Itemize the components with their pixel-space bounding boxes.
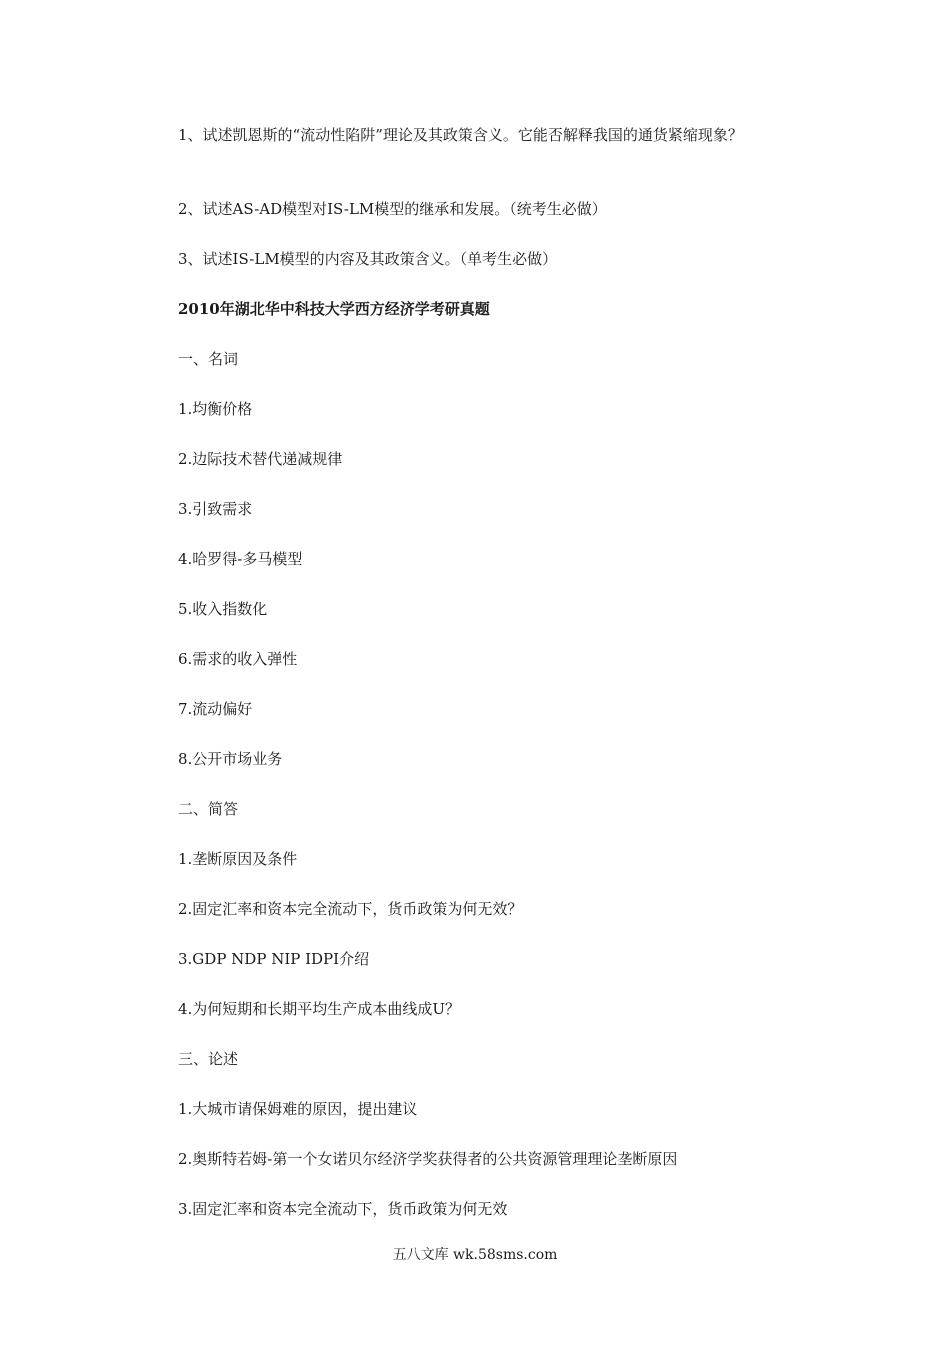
list-item: 5.收入指数化 (178, 600, 268, 618)
list-item: 1.均衡价格 (178, 400, 253, 418)
part3-heading: 三、论述 (178, 1050, 239, 1068)
list-item: 3.固定汇率和资本完全流动下，货币政策为何无效 (178, 1200, 508, 1218)
list-item: 1.大城市请保姆难的原因，提出建议 (178, 1100, 418, 1118)
question-2-paragraph: 2、试述AS-AD模型对IS-LM模型的继承和发展。（统考生必做） (178, 200, 607, 218)
question-1-paragraph: 1、试述凯恩斯的“流动性陷阱”理论及其政策含义。它能否解释我国的通货紧缩现象？ (178, 126, 743, 144)
list-item: 4.哈罗得-多马模型 (178, 550, 303, 568)
part2-heading: 二、简答 (178, 800, 239, 818)
list-item: 6.需求的收入弹性 (178, 650, 298, 668)
footer-watermark: 五八文库 wk.58sms.com (392, 1247, 558, 1263)
list-item: 1.垄断原因及条件 (178, 850, 298, 868)
list-item: 8.公开市场业务 (178, 750, 283, 768)
question-3-paragraph: 3、试述IS-LM模型的内容及其政策含义。（单考生必做） (178, 250, 558, 268)
list-item: 2.边际技术替代递减规律 (178, 450, 343, 468)
section-title: 2010年湖北华中科技大学西方经济学考研真题 (178, 300, 490, 318)
list-item: 3.GDP NDP NIP IDPI介绍 (178, 950, 370, 968)
list-item: 3.引致需求 (178, 500, 253, 518)
part1-heading: 一、名词 (178, 350, 239, 368)
list-item: 4.为何短期和长期平均生产成本曲线成U？ (178, 1000, 460, 1018)
list-item: 2.奥斯特若姆-第一个女诺贝尔经济学奖获得者的公共资源管理理论垄断原因 (178, 1150, 678, 1168)
list-item: 7.流动偏好 (178, 700, 253, 718)
list-item: 2.固定汇率和资本完全流动下，货币政策为何无效？ (178, 900, 523, 918)
